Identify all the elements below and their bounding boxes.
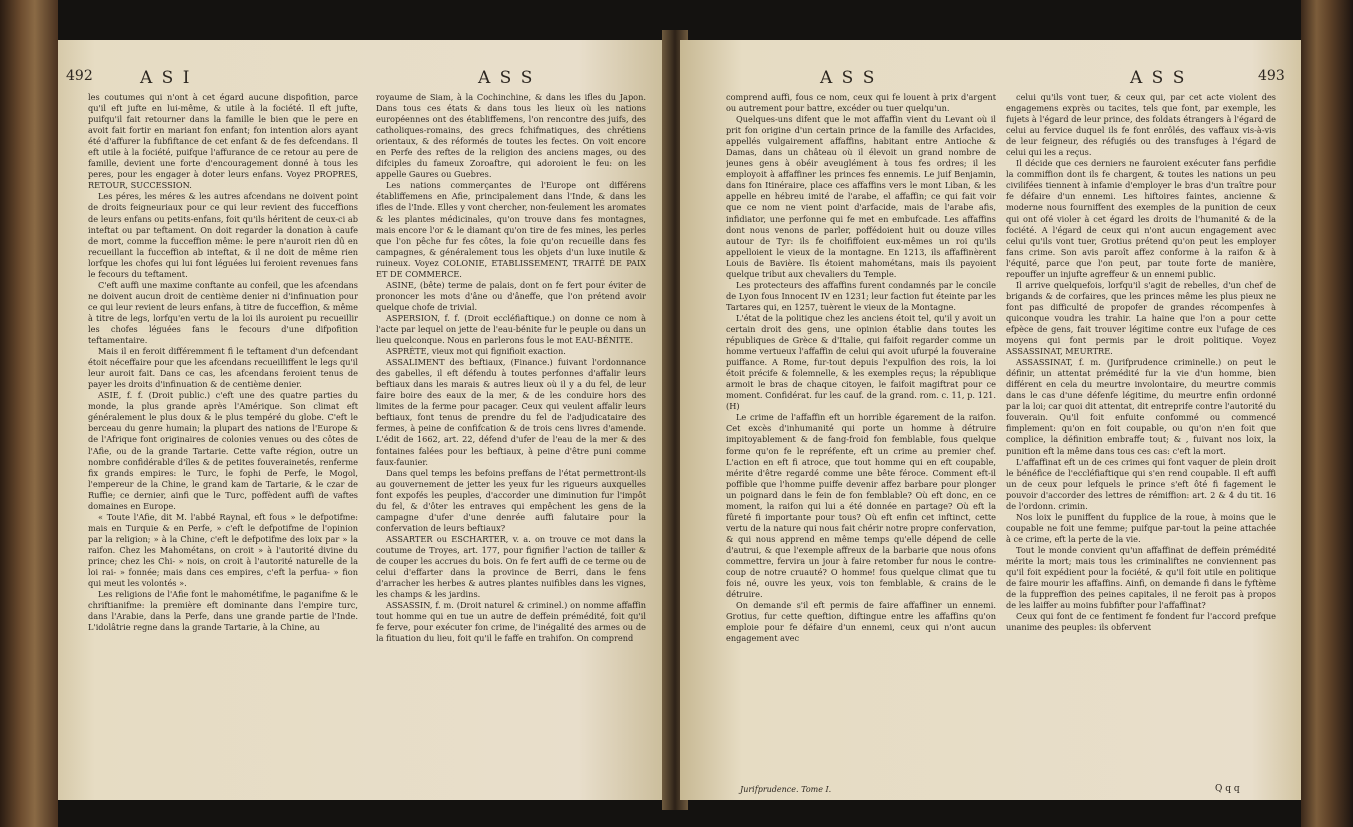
paragraph: Il arrive quelquefois, lorfqu'il s'agit de rebelles, d'un chef de brigands & de corfaires, que les princes même les plus pieux ne font pas difficulté de propofer de grandes récompenfes à quiconque voudra les trahir. La haine que l'on a pour cette efpèce de gens, fait trouver légitime contre eux l'ufage de ces moyens qui font permis par le droit politique. Voyez ASSASSINAT, MEURTRE. [1006,279,1276,357]
running-head-title: A S S [478,68,535,88]
text-column [726,92,996,744]
book-binding-right [1301,0,1353,827]
paragraph: « Toute l'Afie, dit M. l'abbé Raynal, eft fous » le defpotifme: mais en Turquie & en Perfe, » c'eft le defpotifme de l'opinion par la religion; » à la Chine, c'eft le defpotifme des loix par » la raifon. Chez les Mahométans, on croit » à l'autorité divine du prince; chez les Chi- » nois, on croit à l'autorité naturelle de la loi rai- » fonnée; mais dans ces empires, c'eft la perfua- » fion qui meut les volontés ». [88,511,358,589]
paragraph: Nos loix le puniffent du fupplice de la roue, à moins que le coupable ne foit une femme; puifque par-tout la peine attachée à ce crime, eft la perte de la vie. [1006,511,1276,544]
paragraph: Les protecteurs des affaffins furent condamnés par le concile de Lyon fous Innocent IV en 1231; leur faction fut éteinte par les Tartares qui, en 1257, tuèrent le vieux de la Montagne. [726,279,996,312]
paragraph: Les religions de l'Afie font le mahométifme, le paganifme & le chriftianifme: la première eft dominante dans l'empire turc, dans l'Arabie, dans la Perfe, dans une grande partie de l'Inde. L'idolâtrie regne dans la grande Tartarie, à la Chine, au [88,589,358,633]
paragraph: comprend auffi, fous ce nom, ceux qui fe louent à prix d'argent ou autrement pour battre, excéder ou tuer quelqu'un. [726,92,996,114]
page-number: 493 [1258,68,1285,84]
running-head-right [680,68,1301,88]
paragraph: L'affaffinat eft un de ces crimes qui font vaquer de plein droit le bénéfice de l'eccléfiaftique qui s'en rend coupable. Il eft auffi un de ceux pour lefquels le prince s'eft ôté fi fagement le pouvoir d'accorder des lettres de rémiffion: art. 2 & 4 du tit. 16 de l'ordonn. crimin. [1006,456,1276,511]
paragraph: L'état de la politique chez les anciens étoit tel, qu'il y avoit un certain droit des gens, une opinion établie dans toutes les républiques de Grèce & d'Italie, qui faifoit regarder comme un homme vertueux l'affaffin de celui qui avoit ufurpé la fouveraine puiffance. A Rome, fur-tout depuis l'expulfion des rois, la loi étoit précife & folemnelle, & les exemples reçus; la république armoit le bras de chaque citoyen, le faifoit magiftrat pour ce moment. Confidérat. fur les cauf. de la grand. rom. c. 11, p. 121. (H) [726,312,996,412]
paragraph: ASSASSINAT, f. m. (Jurifprudence criminelle.) on peut le définir, un attentat prémédité fur la vie d'un homme, bien différent en cela du meurtre involontaire, du meurtre commis dans le cas d'une défenfe légitime, du meurtre enfin ordonné par la loi; car quoi dit attentat, dit entreprife contre l'autorité du fouverain. Qu'il foit enfuite confommé ou commencé fimplement: qu'on en foit coupable, ou qu'on n'en foit que complice, la définition embraffe tout; & , fuivant nos loix, la punition eft la même dans tous ces cas: c'eft la mort. [1006,357,1276,456]
paragraph: On demande s'il eft permis de faire affaffiner un ennemi. Grotius, fur cette queftion, diftingue entre les affaffins qu'on emploie pour fe défaire d'un ennemi, ceux qui n'ont aucun engagement avec [726,600,996,644]
paragraph: Il décide que ces derniers ne fauroient exécuter fans perfidie la commiffion dont ils fe chargent, & toutes les nations un peu civilifées tiennent à infamie d'employer le bras d'un traître pour fe défaire d'un ennemi. Les hiftoires faintes, ancienne & moderne nous fourniffent des exemples de la punition de ceux qui ont ofé violer à cet égard les droits de l'humanité & de la fociété. A l'égard de ceux qui n'ont aucun engagement avec celui qu'ils vont tuer, Grotius prétend qu'on peut les employer fans crime. Son avis paroît affez conforme à la raifon & à l'équité, parce que l'on peut, par toute forte de manière, repouffer un injufte agreffeur & un ennemi public. [1006,158,1276,279]
paragraph: Tout le monde convient qu'un affaffinat de deffein prémédité mérite la mort; mais tous les criminaliftes ne conviennent pas qu'il foit expédient pour la fociété, & qu'il foit utile en politique de faire mourir les affaffins. Ainfi, on demande fi dans le fyftème de la fuppreffion des peines capitales, il ne feroit pas à propos de les laiffer au moins fubfifter pour l'affaffinat? [1006,544,1276,611]
footer-volume: Jurifprudence. Tome I. [740,785,832,794]
signature-mark: Q q q [1215,784,1240,794]
paragraph: Le crime de l'affaffin eft un horrible égarement de la raifon. Cet excès d'inhumanité qui porte un homme à détruire impitoyablement & de fang-froid fon femblable, fous quelque forme qu'on fe le repréfente, eft un crime au premier chef. L'action en eft fi atroce, que tout homme qui en eft coupable, mérite d'être regardé comme une bête féroce. Comment eft-il poffible que l'homme puiffe devenir affez barbare pour plonger un poignard dans le fein de fon femblable? Où eft donc, en ce moment, la raifon qui lui a été donnée en partage? Où eft la fûreté fi importante pour tous? Où eft enfin cet inftinct, cette vertu de la nature qui nous fait chérir notre propre confervation, & qui nous apprend en même temps qu'elle dépend de celle d'autrui, & que l'exemple affreux de la barbarie que nous ofons commettre, fervira un jour à faire retomber fur nous le contre-coup de notre cruauté? O homme! fous quelque climat que tu fois né, ouvre les yeux, vois ton femblable, & crains de le détruire. [726,412,996,600]
paragraph: Quelques-uns difent que le mot affaffin vient du Levant où il prit fon origine d'un certain prince de la famille des Arfacides, appellés vulgairement affaffins, habitant entre Antioche & Damas, dans un château où il élevoit un grand nombre de jeunes gens à obéir aveuglément à tous fes ordres; il les employoit à affaffiner les princes fes ennemis. Le juif Benjamin, dans fon Itinéraire, place ces affaffins vers le mont Liban, & les appelle en hébreu imité de l'arabe, el affaffin; ce qui fait voir que ce nom ne vient point d'arfacide, mais de l'arabe afis, infidiator, une perfonne qui fe met en embufcade. Les affaffins dont nous venons de parler, poffédoient huit ou douze villes autour de Tyr: ils fe choififfoient eux-mêmes un roi qu'ils appelloient le vieux de la montagne. En 1213, ils affaffinèrent Louis de Bavière. Ils étoient mahométans, mais ils payoient quelque tribut aux chevaliers du Temple. [726,114,996,279]
running-head-title: A S S [820,68,877,88]
running-head-title: A S I [140,68,192,88]
left-page [58,40,670,800]
paragraph: ASIE, f. f. (Droit public.) c'eft une des quatre parties du monde, la plus grande après l'Amérique. Son climat eft généralement le plus doux & le plus tempéré du globe. C'eft le berceau du genre humain; la plupart des nations de l'Europe & de l'Afrique font originaires de colonies venues ou des côtes de l'Afie, ou de la grande Tartarie. Cette vafte région, outre un nombre confidérable d'îles & de petites fouverainetés, renferme fix grands empires: le Turc, le fophi de Perfe, le Mogol, l'empereur de la Chine, le grand kam de Tartarie, & le czar de Ruffie; ce dernier, ainfi que le Turc, poffèdent auffi de vaftes domaines en Europe. [88,390,358,511]
paragraph: Les nations commerçantes de l'Europe ont différens établiffemens en Afie, principalement dans l'Inde, & dans les ifles de l'Inde. Elles y vont chercher, non-feulement les aromates & les plantes médicinales, qu'on trouve dans fes montagnes, mais encore l'or & le diamant qu'on tire de fes mines, les perles que l'on pêche fur fes côtes, la foie qu'on recueille dans fes campagnes, & généralement tous les objets d'un luxe inutile & ruineux. Voyez COLONIE, ETABLISSEMENT, TRAITÉ DE PAIX ET DE COMMERCE. [376,180,646,279]
running-head-title: A S S [1130,68,1187,88]
paragraph: ASSARTER ou ESCHARTER, v. a. on trouve ce mot dans la coutume de Troyes, art. 177, pour fignifier l'action de tailler & de couper les accrues du bois. On fe fert auffi de ce terme ou de celui d'effarter dans la province de Berri, dans le fens d'arracher les herbes & autres plantes nuifibles dans les vignes, les champs & les jardins. [376,533,646,600]
page-number: 492 [66,68,93,84]
paragraph: ASINE, (bête) terme de palais, dont on fe fert pour éviter de prononcer les mots d'âne ou d'âneffe, que l'on prétend avoir quelque chofe de trivial. [376,279,646,312]
text-column [1006,92,1276,744]
paragraph: Dans quel temps les befoins preffans de l'état permettront-ils au gouvernement de jetter les yeux fur les rigueurs auxquelles font expofés les peuples, d'accorder une diminution fur l'impôt du fel, & d'ôter les entraves qui empêchent les gens de la campagne d'ufer d'une denrée auffi falutaire pour la confervation de leurs beftiaux? [376,467,646,533]
paragraph: C'eft auffi une maxime conftante au confeil, que les afcendans ne doivent aucun droit de centième denier ni d'infinuation pour ce qui leur revient de leurs enfans, à titre de fucceffion, & même à titre de legs, lorfqu'en vertu de la loi ils auroient pu recueillir les chofes léguées fans le fecours d'une difpofition teftamentaire. [88,279,358,346]
paragraph: royaume de Siam, à la Cochinchine, & dans les ifles du Japon. Dans tous ces états & dans tous les lieux où les nations européennes ont des établiffemens, l'on rencontre des juifs, des catholiques-romains, des grecs fchifmatiques, des chrétiens orientaux, & des réformés de toutes les fectes. On voit encore en Perfe des reftes de la religion des anciens mages, ou des difciples du fameux Zoroaftre, qui adoroient le feu: on les appelle Gaures ou Guebres. [376,92,646,180]
paragraph: Ceux qui font de ce fentiment fe fondent fur l'accord prefque unanime des peuples: ils obfervent [1006,611,1276,633]
paragraph: Mais il en feroit différemment fi le teftament d'un defcendant étoit néceffaire pour que les afcendans recueilliffent le legs qu'il leur auroit fait. Dans ce cas, les afcendans feroient tenus de payer les droits d'infinuation & de centième denier. [88,346,358,390]
paragraph: ASPERSION, f. f. (Droit eccléfiaftique.) on donne ce nom à l'acte par lequel on jette de l'eau-bénite fur le peuple ou dans un lieu quelconque. Nous en parlerons fous le mot EAU-BÉNITE. [376,312,646,346]
paragraph: Les péres, les méres & les autres afcendans ne doivent point de droits feigneuriaux pour ce qui leur revient des fucceffions de leurs enfans ou petits-enfans, foit qu'ils héritent de ceux-ci ab inteftat ou par teftament. On doit regarder la donation à caufe de mort, comme la fucceffion même: le pere n'auroit rien dû en recueillant la fucceffion ab inteftat, & il ne doit de même rien lorfque les chofes qui lui font léguées lui feroient revenues fans le fecours du teftament. [88,191,358,279]
text-column [376,92,646,794]
book-binding-left [0,0,58,827]
right-page [680,40,1301,800]
paragraph: les coutumes qui n'ont à cet égard aucune dispofition, parce qu'il eft jufte en lui-même, & utile à la fociété. Il eft jufte, puifqu'il fait retourner dans la famille le bien que le pere en avoit fait fortir en mariant fon enfant; fon intention alors ayant été d'affurer la fubfiftance de cet enfant & de fes defcendans. Il eft utile à la fociété, puifque l'affurance de ce retour au pere de famille, devient une forte d'encouragement donné à tous les peres, pour les engager à doter leurs enfans. Voyez PROPRES, RETOUR, SUCCESSION. [88,92,358,191]
paragraph: celui qu'ils vont tuer, & ceux qui, par cet acte violent des engagemens exprès ou tacites, tels que font, par exemple, les fujets à l'égard de leur prince, des foldats étrangers à l'égard de celui au fervice duquel ils fe font enrôlés, des vaffaux vis-à-vis de leur feigneur, des réfugiés ou des transfuges à l'égard de celui qui les a reçus. [1006,92,1276,158]
paragraph: ASSALIMENT des beftiaux, (Finance.) fuivant l'ordonnance des gabelles, il eft défendu à toutes perfonnes d'affalir leurs beftiaux dans les marais & autres lieux où il y a du fel, de leur faire boire des eaux de la mer, & de les conduire hors des limites de la ferme pour pacager. Ceux qui veulent affalir leurs beftiaux, font tenus de prendre du fel de l'adjudicataire des fermes, à peine de confifcation & de trois cens livres d'amende. L'édit de 1662, art. 22, défend d'ufer de l'eau de la mer & des fontaines falées pour les beftiaux, à peine d'être puni comme faux-faunier. [376,357,646,467]
paragraph: ASPRÈTE, vieux mot qui fignifioit exaction. [386,346,566,357]
paragraph: ASSASSIN, f. m. (Droit naturel & criminel.) on nomme affaffin tout homme qui en tue un autre de deffein prémédité, foit qu'il fe ferve, pour exécuter fon crime, de l'inégalité des armes ou de la fituation du lieu, foit qu'il le faffe en trahifon. On comprend [376,600,646,644]
running-head-left [58,68,670,88]
text-column [88,92,358,794]
